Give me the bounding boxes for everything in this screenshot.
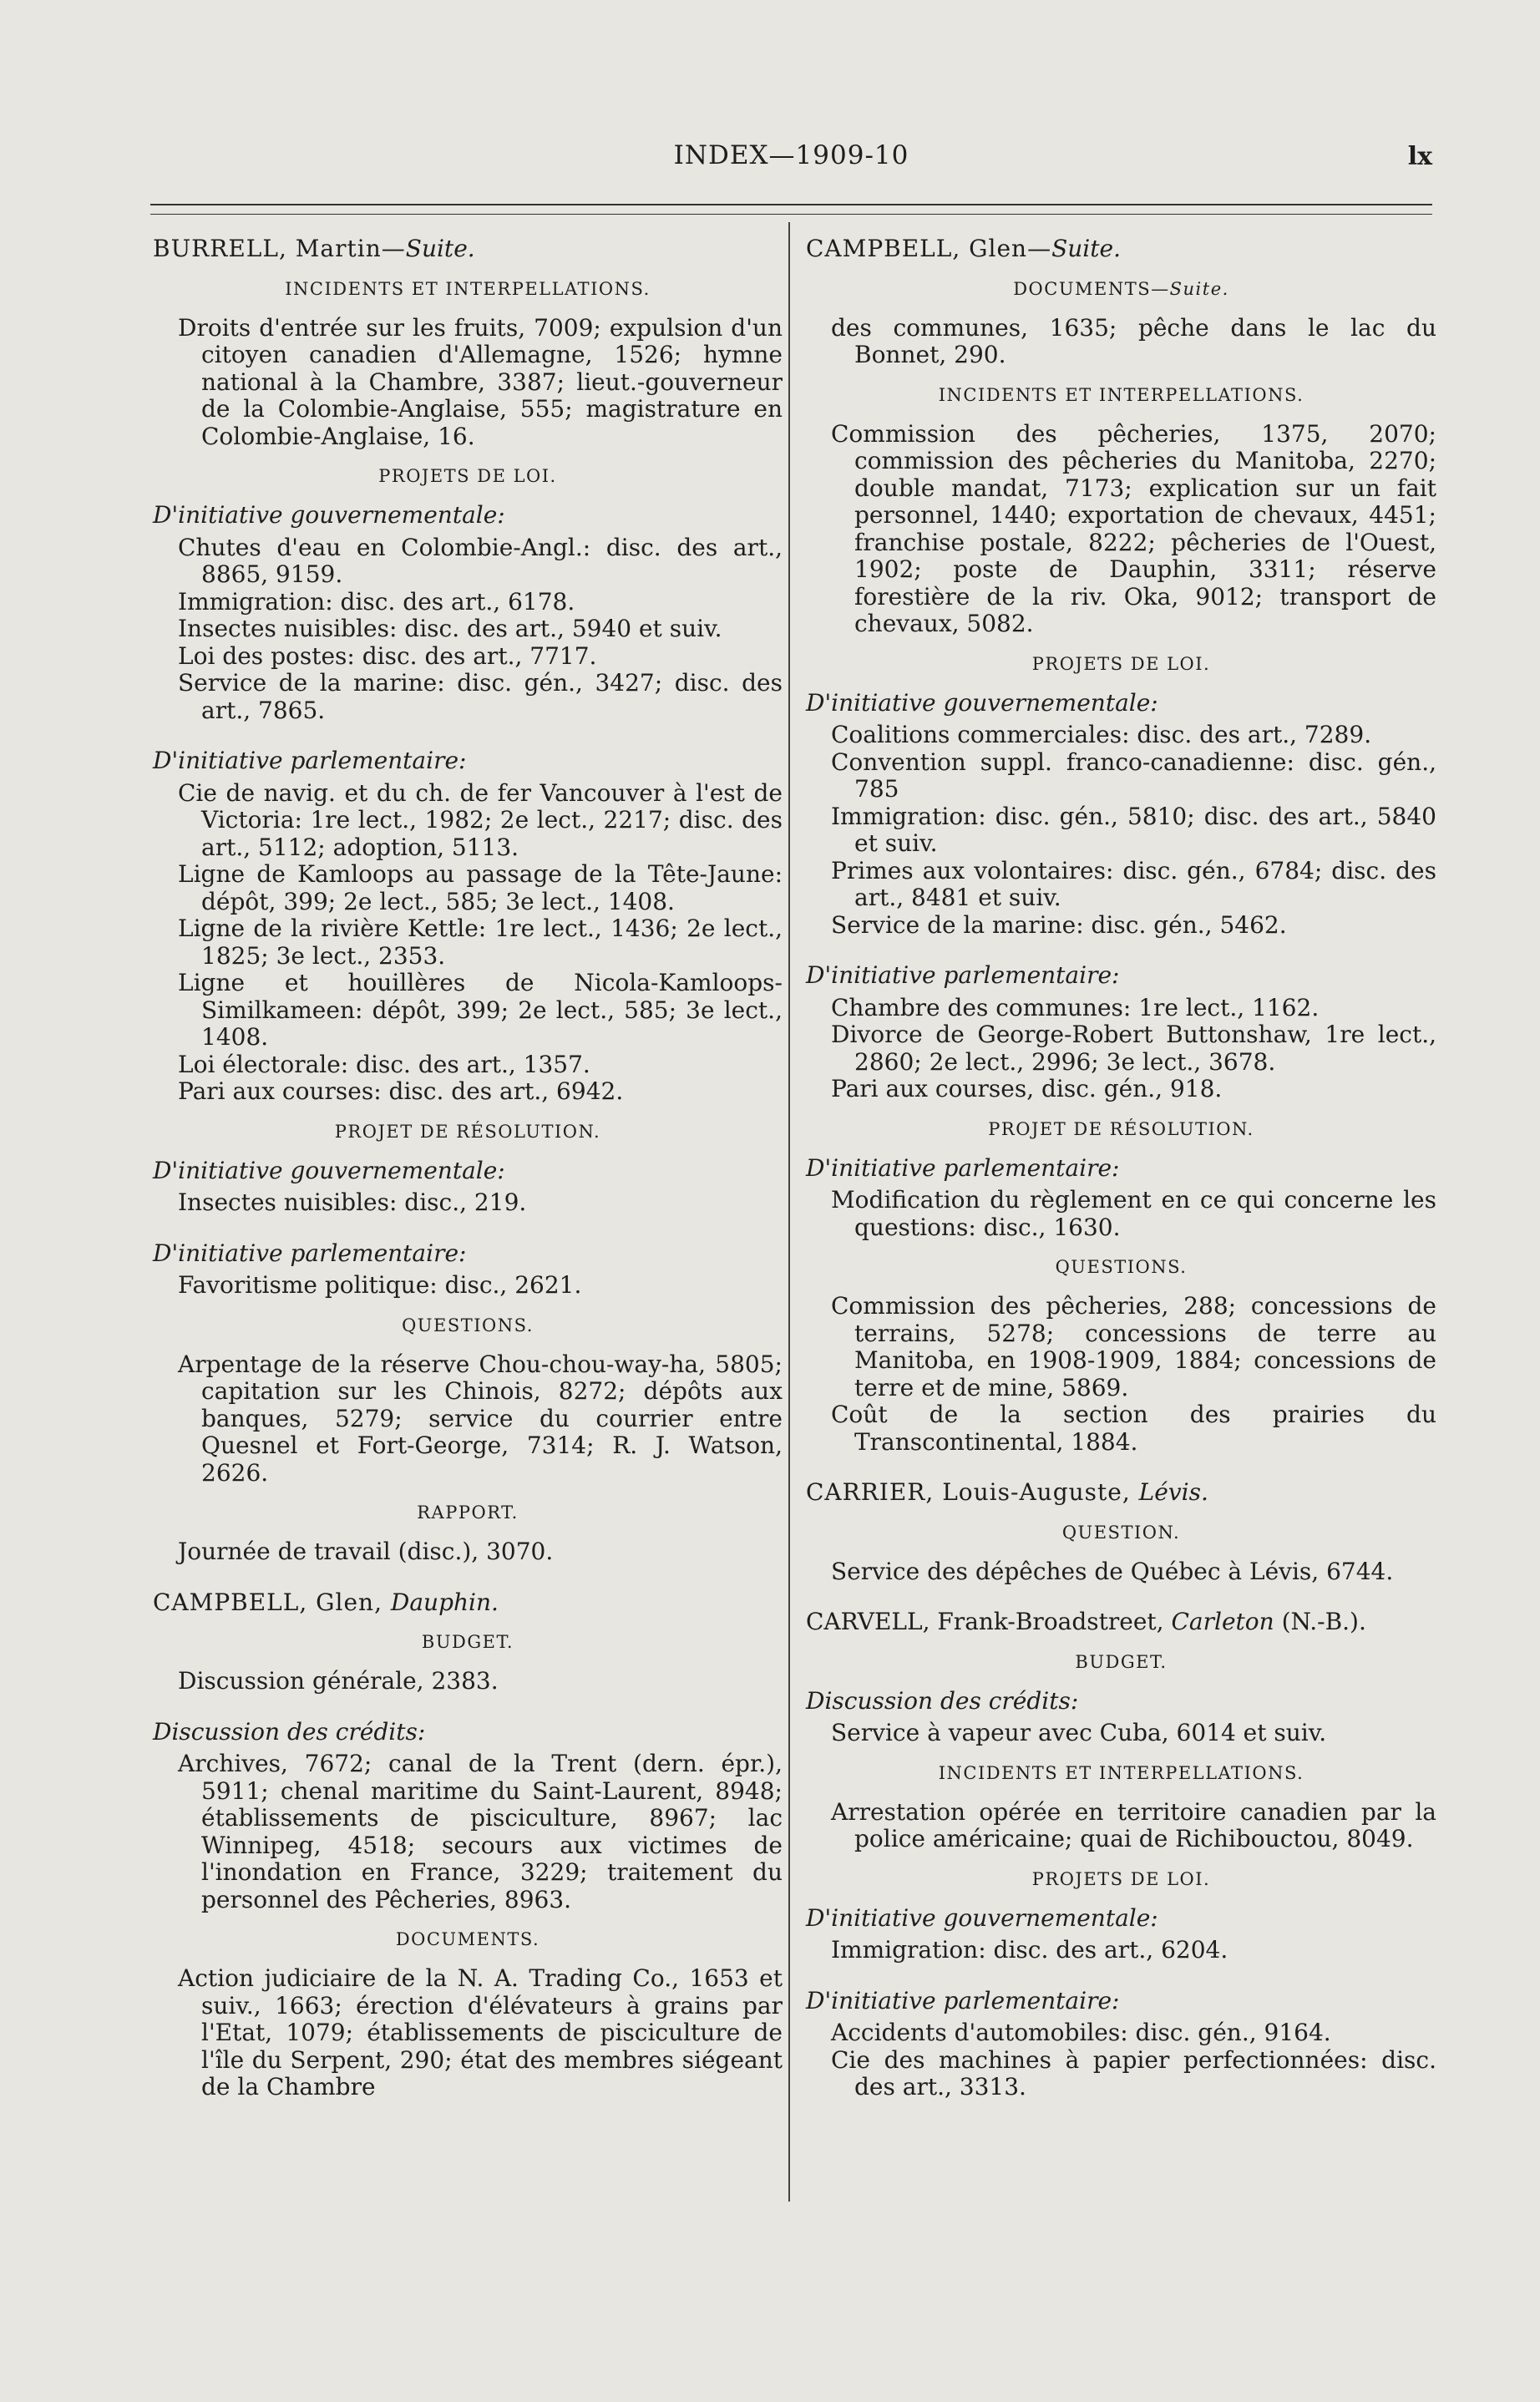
entry-name-campbell: CAMPBELL, Glen, Dauphin. bbox=[153, 1588, 499, 1616]
index-entry: Insectes nuisibles: disc. des art., 5940 et suiv. bbox=[178, 615, 722, 642]
section-heading: INCIDENTS ET INTERPELLATIONS. bbox=[285, 278, 651, 299]
index-entry: Pari aux courses: disc. des art., 6942. bbox=[178, 1077, 624, 1105]
section-heading: PROJET DE RÉSOLUTION. bbox=[334, 1121, 601, 1142]
index-entry: Immigration: disc. des art., 6204. bbox=[831, 1936, 1228, 1964]
index-entry: Accidents d'automobiles: disc. gén., 9164. bbox=[831, 2019, 1331, 2046]
header-title: INDEX—1909-10 bbox=[673, 140, 909, 170]
running-header bbox=[150, 137, 1432, 175]
index-entry: Coût de la section des prairies du Transcontinental, 1884. bbox=[831, 1401, 1436, 1456]
index-entry: Insectes nuisibles: disc., 219. bbox=[178, 1188, 527, 1216]
entry-name-campbell-suite: CAMPBELL, Glen—Suite. bbox=[806, 235, 1121, 262]
section-heading: DOCUMENTS. bbox=[395, 1929, 540, 1949]
subsection-heading: D'initiative gouvernementale: bbox=[806, 688, 1158, 717]
index-entry: Action judiciaire de la N. A. Trading Co., 1653 et suiv., 1663; érection d'élévateurs à grains par l'Etat, 1079; établissements de pisciculture de l'île du Serpent, 290; état des membres siégeant de la Chambre bbox=[178, 1964, 783, 2100]
subsection-heading: D'initiative gouvernementale: bbox=[153, 1156, 505, 1184]
index-entry: Primes aux volontaires: disc. gén., 6784; disc. des art., 8481 et suiv. bbox=[831, 856, 1436, 911]
header-rule bbox=[150, 204, 1432, 215]
subsection-heading: D'initiative parlementaire: bbox=[153, 747, 467, 774]
page-number: lx bbox=[1407, 142, 1432, 171]
index-entry: Discussion générale, 2383. bbox=[178, 1667, 499, 1695]
section-heading: QUESTION. bbox=[1061, 1522, 1181, 1543]
index-entry: Service à vapeur avec Cuba, 6014 et suiv. bbox=[831, 1719, 1327, 1746]
index-entry: Loi électorale: disc. des art., 1357. bbox=[178, 1050, 590, 1078]
left-column bbox=[153, 236, 783, 2101]
subsection-heading: D'initiative parlementaire: bbox=[806, 961, 1120, 989]
index-entry: Convention suppl. franco-canadienne: disc. gén., 785 bbox=[831, 747, 1436, 803]
subsection-heading: D'initiative parlementaire: bbox=[806, 1986, 1120, 2014]
index-entry: Service de la marine: disc. gén., 5462. bbox=[831, 910, 1287, 939]
index-entry: Ligne et houillères de Nicola-Kamloops-Similkameen: dépôt, 399; 2e lect., 585; 3e lect., 1408. bbox=[178, 969, 783, 1051]
index-entry: Divorce de George-Robert Buttonshaw, 1re lect., 2860; 2e lect., 2996; 3e lect., 3678. bbox=[831, 1021, 1436, 1076]
index-entry: Favoritisme politique: disc., 2621. bbox=[178, 1271, 582, 1299]
index-entry: Chambre des communes: 1re lect., 1162. bbox=[831, 993, 1320, 1021]
right-column bbox=[806, 236, 1436, 2101]
index-entry: Archives, 7672; canal de la Trent (dern. épr.), 5911; chenal maritime du Saint-Laurent, 8948; établissements de pisciculture, 8967; lac Winnipeg, 4518; secours aux victimes de l'inondation en France, 3229; traitement du personnel des Pêcheries, 8963. bbox=[178, 1750, 783, 1913]
index-entry: Arrestation opérée en territoire canadien par la police américaine; quai de Richibouctou, 8049. bbox=[831, 1797, 1436, 1852]
index-entry: Droits d'entrée sur les fruits, 7009; expulsion d'un citoyen canadien d'Allemagne, 1526; hymne national à la Chambre, 3387; lieut.-gouverneur de la Colombie-Anglaise, 555; magistrature en Colombie-Anglaise, 16. bbox=[178, 313, 783, 450]
section-heading: INCIDENTS ET INTERPELLATIONS. bbox=[938, 1762, 1304, 1783]
index-entry: Cie de navig. et du ch. de fer Vancouver à l'est de Victoria: 1re lect., 1982; 2e lect., 2217; disc. des art., 5112; adoption, 5113. bbox=[178, 778, 783, 861]
entry-name-carvell: CARVELL, Frank-Broadstreet, Carleton (N.-B.). bbox=[806, 1608, 1366, 1635]
column-divider bbox=[788, 222, 790, 2202]
subsection-heading: D'initiative parlementaire: bbox=[153, 1239, 467, 1267]
index-entry: Arpentage de la réserve Chou-chou-way-ha, 5805; capitation sur les Chinois, 8272; dépôts aux banques, 5279; service du courrier entre Quesnel et Fort-George, 7314; R. J. Watson, 2626. bbox=[178, 1350, 783, 1487]
section-heading: QUESTIONS. bbox=[1055, 1257, 1188, 1277]
index-entry: Commission des pêcheries, 288; concessions de terrains, 5278; concessions de terre au Manitoba, en 1908-1909, 1884; concessions de terre et de mine, 5869. bbox=[831, 1292, 1436, 1401]
subsection-heading: D'initiative parlementaire: bbox=[806, 1153, 1120, 1182]
section-heading: PROJETS DE LOI. bbox=[1031, 653, 1211, 674]
section-heading: INCIDENTS ET INTERPELLATIONS. bbox=[938, 384, 1304, 405]
index-entry: Service des dépêches de Québec à Lévis, 6744. bbox=[831, 1557, 1394, 1585]
index-entry: Ligne de la rivière Kettle: 1re lect., 1436; 2e lect., 1825; 3e lect., 2353. bbox=[178, 915, 783, 970]
section-heading: PROJET DE RÉSOLUTION. bbox=[988, 1118, 1254, 1139]
index-entry: Modification du règlement en ce qui concerne les questions: disc., 1630. bbox=[831, 1186, 1436, 1241]
index-entry: Pari aux courses, disc. gén., 918. bbox=[831, 1075, 1223, 1102]
index-entry: Immigration: disc. des art., 6178. bbox=[178, 587, 575, 616]
index-entry: Ligne de Kamloops au passage de la Tête-Jaune: dépôt, 399; 2e lect., 585; 3e lect., 1408. bbox=[178, 860, 783, 915]
section-heading: QUESTIONS. bbox=[402, 1315, 534, 1335]
subsection-heading: Discussion des crédits: bbox=[153, 1717, 426, 1746]
index-entry: Cie des machines à papier perfectionnées: disc. des art., 3313. bbox=[831, 2045, 1436, 2100]
index-entry: Service de la marine: disc. gén., 3427; disc. des art., 7865. bbox=[178, 669, 783, 724]
subsection-heading: Discussion des crédits: bbox=[806, 1686, 1079, 1715]
index-entry: Commission des pêcheries, 1375, 2070; commission des pêcheries du Manitoba, 2270; double mandat, 7173; explication sur un fait personnel, 1440; exportation de chevaux, 4451; franchise postale, 8222; pêcheries de l'Ouest, 1902; poste de Dauphin, 3311; réserve forestière de la riv. Oka, 9012; transport de chevaux, 5082. bbox=[831, 419, 1436, 637]
section-heading: RAPPORT. bbox=[417, 1503, 519, 1523]
section-heading: BUDGET. bbox=[1075, 1651, 1168, 1672]
entry-name-burrell: BURRELL, Martin—Suite. bbox=[153, 235, 475, 262]
section-heading: BUDGET. bbox=[421, 1632, 514, 1652]
index-entry: Immigration: disc. gén., 5810; disc. des art., 5840 et suiv. bbox=[831, 802, 1436, 857]
index-entry: Journée de travail (disc.), 3070. bbox=[178, 1538, 554, 1565]
section-heading: DOCUMENTS—Suite. bbox=[1013, 278, 1229, 299]
section-heading: PROJETS DE LOI. bbox=[378, 466, 557, 486]
entry-name-carrier: CARRIER, Louis-Auguste, Lévis. bbox=[806, 1478, 1208, 1506]
index-entry: Chutes d'eau en Colombie-Angl.: disc. des art., 8865, 9159. bbox=[178, 533, 783, 588]
index-entry: Loi des postes: disc. des art., 7717. bbox=[178, 641, 597, 670]
section-heading: PROJETS DE LOI. bbox=[1031, 1868, 1211, 1889]
index-entry: Coalitions commerciales: disc. des art., 7289. bbox=[831, 721, 1372, 748]
subsection-heading: D'initiative gouvernementale: bbox=[806, 1903, 1158, 1932]
subsection-heading: D'initiative gouvernementale: bbox=[153, 501, 505, 529]
index-entry: des communes, 1635; pêche dans le lac du Bonnet, 290. bbox=[831, 313, 1436, 368]
